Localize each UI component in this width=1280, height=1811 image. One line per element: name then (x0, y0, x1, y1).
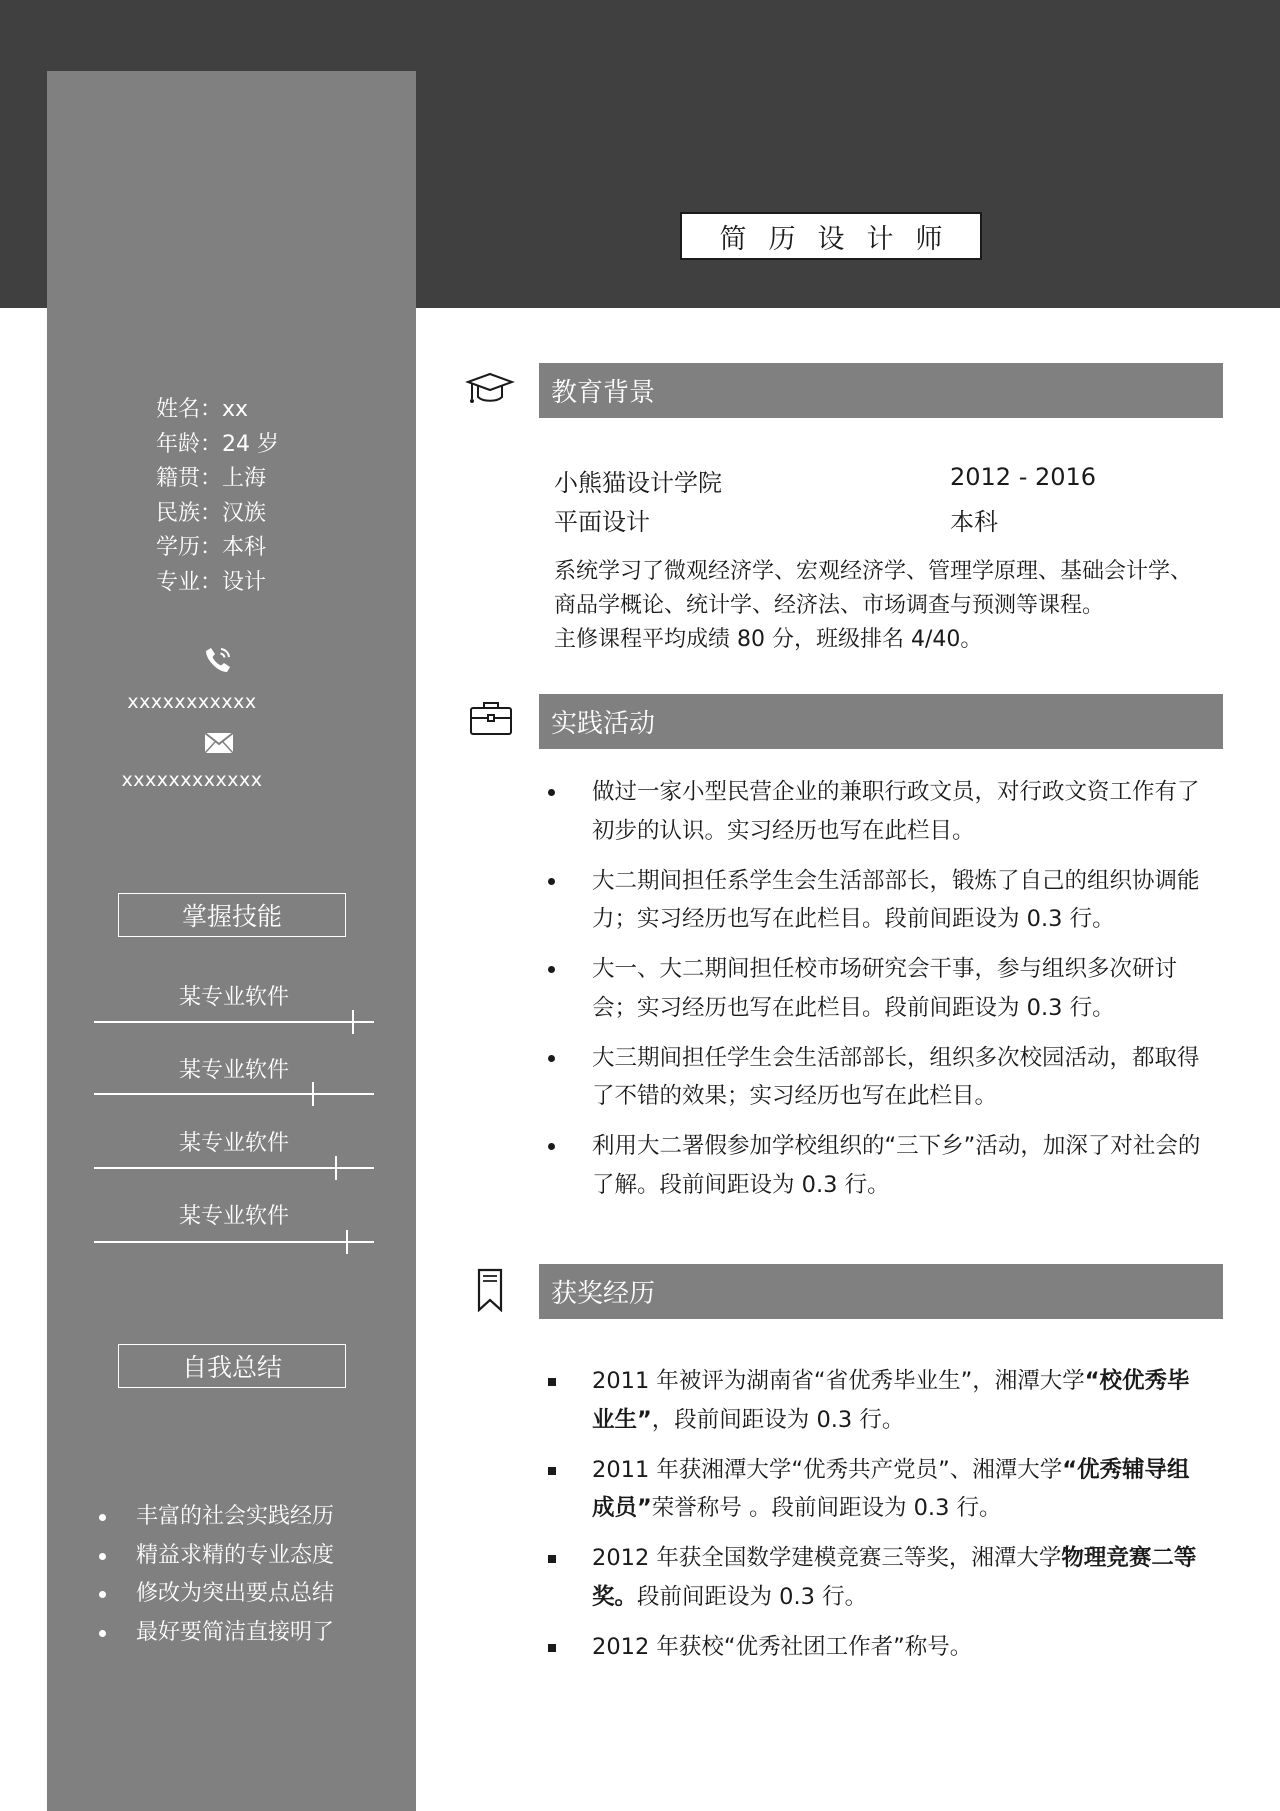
skill-label: 某专业软件 (178, 1131, 289, 1156)
skill-level-marker (346, 1230, 348, 1254)
email-address: xxxxxxxxxxxx (121, 769, 263, 791)
list-item: 2011 年被评为湖南省“省优秀毕业生”，湘潭大学“校优秀毕业生”，段前间距设为 0.3 行。 (548, 1362, 1210, 1439)
degree-level: 本科 (950, 508, 998, 536)
info-ethnicity: 民族：汉族 (156, 500, 267, 526)
practice-list (548, 773, 1208, 1216)
info-name: 姓名：xx (156, 397, 249, 422)
study-years: 2012 - 2016 (950, 463, 1097, 491)
info-age: 年龄：24 岁 (156, 431, 280, 457)
school-name: 小熊猫设计学院 (554, 469, 722, 497)
list-item: 大一、大二期间担任校市场研究会干事，参与组织多次研讨会；实习经历也写在此栏目。段前间距设为 0.3 行。 (548, 950, 1208, 1027)
list-item: 2012 年获校“优秀社团工作者”称号。 (548, 1628, 1210, 1667)
list-item: 大二期间担任系学生会生活部部长，锻炼了自己的组织协调能力；实习经历也写在此栏目。段前间距设为 0.3 行。 (548, 862, 1208, 939)
personal-info (156, 393, 279, 601)
list-item: 做过一家小型民营企业的兼职行政文员，对行政文资工作有了初步的认识。实习经历也写在此栏目。 (548, 773, 1208, 850)
info-education: 学历：本科 (156, 535, 267, 561)
summary-heading: 自我总结 (118, 1344, 346, 1388)
list-item: 2011 年获湘潭大学“优秀共产党员”、湘潭大学“优秀辅导组成员”荣誉称号 。段前间距设为 0.3 行。 (548, 1451, 1210, 1528)
skill-bar (94, 1241, 374, 1243)
list-item: 修改为突出要点总结 (87, 1575, 334, 1614)
summary-list (87, 1498, 334, 1653)
sidebar (47, 71, 416, 1811)
description-line: 主修课程平均成绩 80 分，班级排名 4/40。 (554, 627, 983, 652)
awards-list (548, 1362, 1210, 1678)
phone-icon (202, 644, 234, 676)
list-item: 丰富的社会实践经历 (87, 1498, 334, 1537)
list-item: 大三期间担任学生会生活部部长，组织多次校园活动，都取得了不错的效果；实习经历也写在此栏目。 (548, 1039, 1208, 1116)
education-row (554, 502, 998, 537)
envelope-icon (204, 732, 234, 754)
skill-level-marker (352, 1010, 354, 1034)
list-item: 利用大二署假参加学校组织的“三下乡”活动，加深了对社会的了解。段前间距设为 0.3 行。 (548, 1127, 1208, 1204)
skill-level-marker (312, 1082, 314, 1106)
major-name: 平面设计 (554, 508, 650, 536)
bookmark-icon (475, 1268, 505, 1312)
education-row (554, 463, 1097, 498)
graduation-cap-icon (465, 371, 515, 407)
education-description (554, 555, 1224, 657)
skill-level-marker (335, 1156, 337, 1180)
skills-heading: 掌握技能 (118, 893, 346, 937)
phone-number: xxxxxxxxxxx (127, 691, 257, 713)
info-hometown: 籍贯：上海 (156, 466, 267, 492)
description-line: 系统学习了微观经济学、宏观经济学、管理学原理、基础会计学、 (554, 559, 1193, 584)
education-heading: 教育背景 (539, 363, 1223, 418)
resume-title: 简历设计师 (680, 212, 982, 260)
description-line: 商品学概论、统计学、经济法、市场调查与预测等课程。 (554, 593, 1105, 618)
skill-label: 某专业软件 (178, 1058, 289, 1083)
skill-bar (94, 1093, 374, 1095)
awards-heading: 获奖经历 (539, 1264, 1223, 1319)
briefcase-icon (469, 700, 513, 736)
skill-label: 某专业软件 (178, 985, 289, 1010)
list-item: 精益求精的专业态度 (87, 1537, 334, 1576)
list-item: 2012 年获全国数学建模竞赛三等奖，湘潭大学物理竞赛二等奖。段前间距设为 0.3 行。 (548, 1539, 1210, 1616)
skill-bar (94, 1021, 374, 1023)
list-item: 最好要简洁直接明了 (87, 1614, 334, 1653)
skill-label: 某专业软件 (178, 1204, 289, 1229)
info-major: 专业：设计 (156, 569, 267, 595)
practice-heading: 实践活动 (539, 694, 1223, 749)
